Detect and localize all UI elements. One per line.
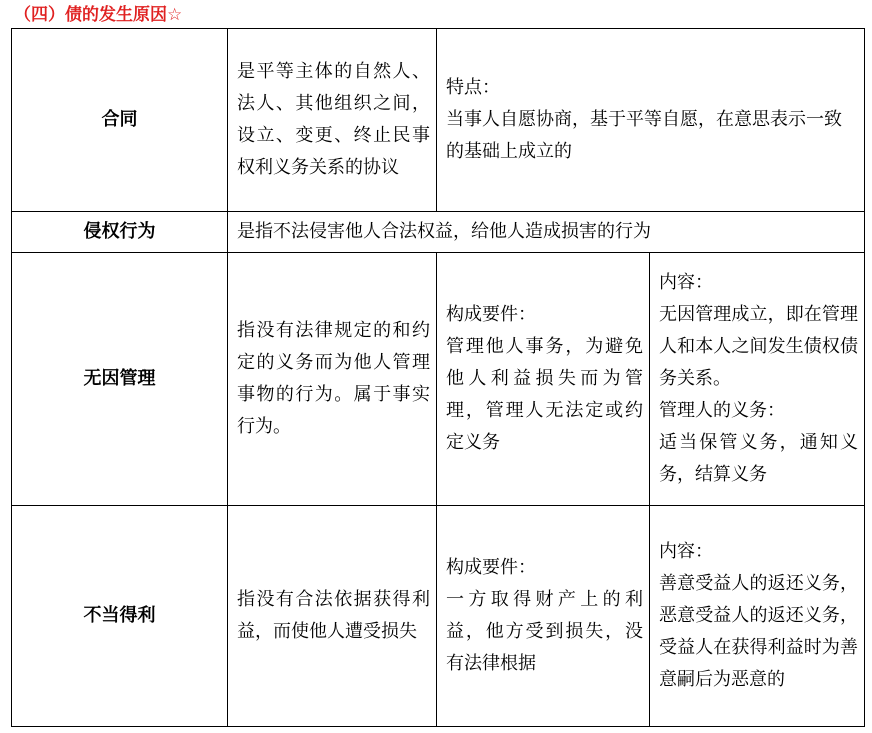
table-row-enrichment	[12, 506, 865, 727]
section-heading: （四）债的发生原因☆	[14, 5, 183, 25]
feature-contract	[437, 29, 865, 212]
elements-enrichment-title: 构成要件：	[446, 557, 536, 578]
table-row-contract	[12, 29, 865, 212]
definition-management	[228, 253, 437, 506]
content-management-text: 无因管理成立，即在管理人和本人之间发生债权债务关系。	[659, 304, 858, 389]
table-row-management	[12, 253, 865, 506]
definition-contract	[228, 29, 437, 212]
content-enrichment	[650, 506, 865, 727]
content-management	[650, 253, 865, 506]
label-tort: 侵权行为	[12, 212, 228, 253]
label-contract: 合同	[12, 29, 228, 212]
elements-management-title: 构成要件：	[446, 304, 536, 325]
content-enrichment-title: 内容：	[659, 541, 713, 562]
feature-contract-title: 特点：	[446, 77, 500, 98]
duty-management-title: 管理人的义务：	[659, 400, 785, 421]
definition-tort: 是指不法侵害他人合法权益，给他人造成损害的行为	[228, 212, 865, 253]
elements-enrichment	[437, 506, 650, 727]
label-enrichment: 不当得利	[12, 506, 228, 727]
content-management-title: 内容：	[659, 272, 713, 293]
feature-contract-text: 当事人自愿协商，基于平等自愿，在意思表示一致的基础上成立的	[446, 109, 842, 162]
debt-causes-table	[11, 28, 865, 727]
elements-management-text: 管理他人事务，为避免他人利益损失而为管理，管理人无法定或约定义务	[446, 336, 643, 453]
definition-enrichment-text: 指没有合法依据获得利益，而使他人遭受损失	[237, 589, 430, 642]
label-management: 无因管理	[12, 253, 228, 506]
table-row-tort	[12, 212, 865, 253]
definition-enrichment	[228, 506, 437, 727]
content-enrichment-text: 善意受益人的返还义务，恶意受益人的返还义务，受益人在获得利益时为善意嗣后为恶意的	[659, 573, 858, 690]
duty-management-text: 适当保管义务，通知义务，结算义务	[659, 432, 858, 485]
elements-enrichment-text: 一方取得财产上的利益，他方受到损失，没有法律根据	[446, 589, 643, 674]
definition-management-text: 指没有法律规定的和约定的义务而为他人管理事物的行为。属于事实行为。	[237, 320, 430, 437]
elements-management	[437, 253, 650, 506]
definition-contract-text: 是平等主体的自然人、法人、其他组织之间，设立、变更、终止民事权利义务关系的协议	[237, 61, 430, 178]
